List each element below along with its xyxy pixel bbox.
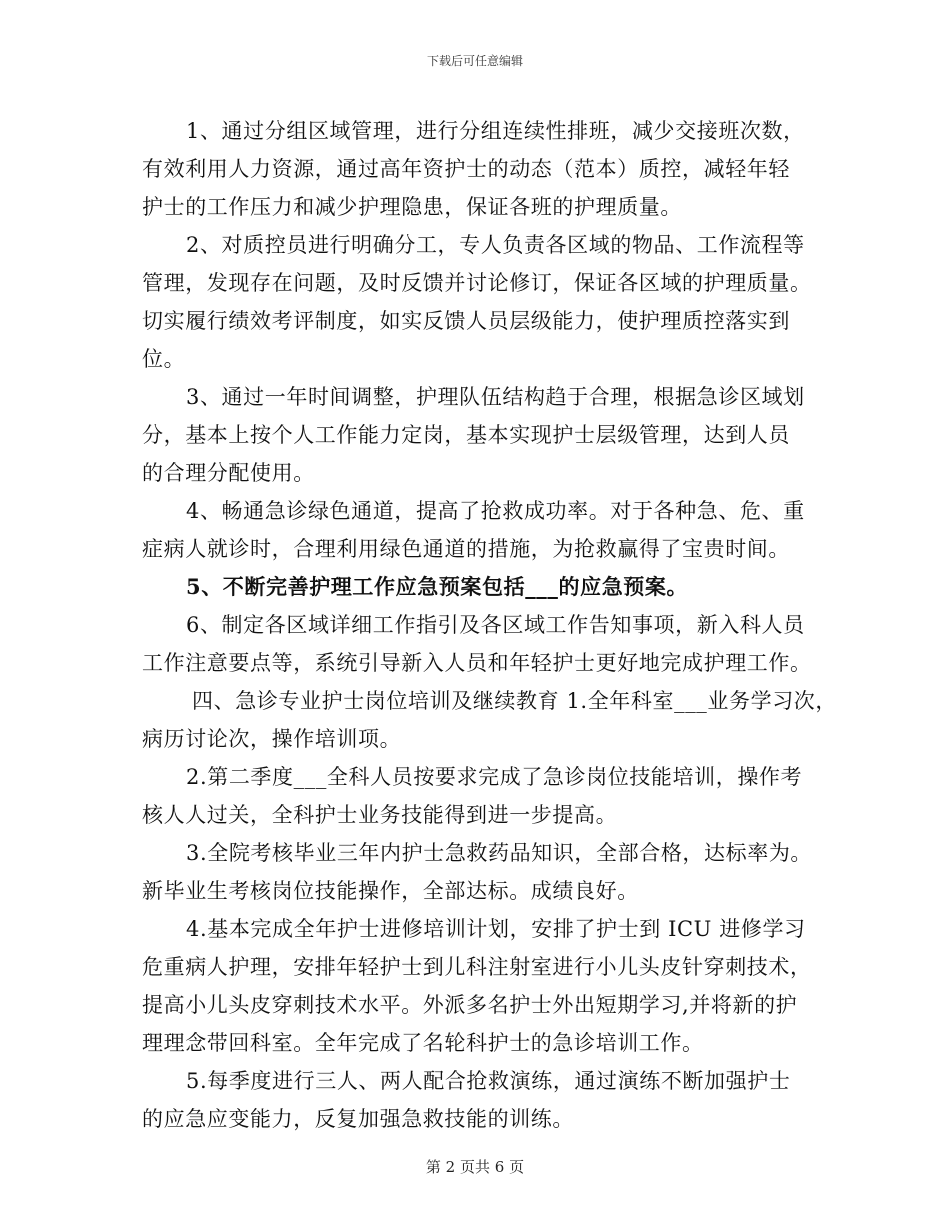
text-line: 管理，发现存在问题，及时反馈并讨论修订，保证各区域的护理质量。 (142, 271, 812, 295)
document-body (142, 112, 838, 1138)
text-line: 四、急诊专业护士岗位培训及继续教育 1.全年科室___业务学习次， (192, 689, 838, 713)
text-line: 危重病人护理，安排年轻护士到儿科注射室进行小儿头皮针穿刺技术， (142, 955, 812, 979)
page-footer: 第 2 页共 6 页 (425, 1158, 525, 1176)
text-line: 3.全院考核毕业三年内护士急救药品知识，全部合格，达标率为。 (186, 841, 813, 865)
text-line: 症病人就诊时，合理利用绿色通道的措施，为抢救赢得了宝贵时间。 (142, 537, 790, 561)
text-line: 有效利用人力资源，通过高年资护士的动态（范本）质控，减轻年轻 (142, 157, 790, 181)
text-line: 护士的工作压力和减少护理隐患，保证各班的护理质量。 (142, 195, 682, 219)
text-line: 提高小儿头皮穿刺技术水平。外派多名护士外出短期学习,并将新的护 (142, 993, 798, 1017)
text-line: 3、通过一年时间调整，护理队伍结构趋于合理，根据急诊区域划 (186, 385, 805, 409)
text-line: 工作注意要点等，系统引导新入人员和年轻护士更好地完成护理工作。 (142, 651, 812, 675)
text-line: 核人人过关，全科护士业务技能得到进一步提高。 (142, 803, 618, 827)
text-line: 5、不断完善护理工作应急预案包括___的应急预案。 (186, 574, 689, 599)
text-line: 4.基本完成全年护士进修培训计划，安排了护士到 ICU 进修学习 (186, 917, 806, 941)
text-line: 1、通过分组区域管理，进行分组连续性排班，减少交接班次数， (186, 119, 805, 143)
text-line: 6、制定各区域详细工作指引及各区域工作告知事项，新入科人员 (186, 613, 805, 637)
text-line: 切实履行绩效考评制度，如实反馈人员层级能力，使护理质控落实到 (142, 309, 790, 333)
text-line: 的合理分配使用。 (142, 461, 315, 485)
text-line: 5.每季度进行三人、两人配合抢救演练，通过演练不断加强护士 (186, 1069, 791, 1093)
text-line: 病历讨论次，操作培训项。 (142, 727, 402, 751)
text-line: 2.第二季度___全科人员按要求完成了急诊岗位技能培训，操作考 (186, 765, 803, 789)
text-line: 分，基本上按个人工作能力定岗，基本实现护士层级管理，达到人员 (142, 423, 790, 447)
page-header: 下载后可任意编辑 (426, 54, 523, 68)
text-line: 2、对质控员进行明确分工，专人负责各区域的物品、工作流程等 (186, 233, 805, 257)
text-line: 4、畅通急诊绿色通道，提高了抢救成功率。对于各种急、危、重 (186, 499, 805, 523)
text-line: 理理念带回科室。全年完成了名轮科护士的急诊培训工作。 (142, 1031, 704, 1055)
text-line: 的应急应变能力，反复加强急救技能的训练。 (142, 1107, 574, 1131)
text-line: 新毕业生考核岗位技能操作，全部达标。成绩良好。 (142, 879, 639, 903)
text-line: 位。 (142, 347, 186, 371)
